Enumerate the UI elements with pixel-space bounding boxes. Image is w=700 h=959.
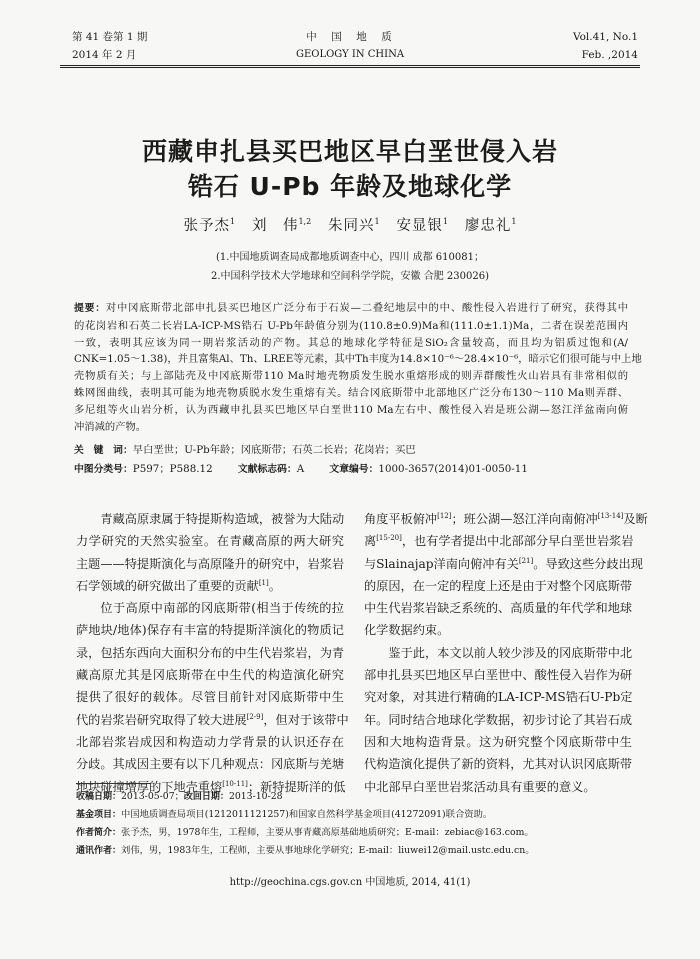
abstract-line: CNK=1.05～1.38)，并且富集Al、Th、LREE等元素，其中Th丰度为14.8×10⁻⁶～28.4×10⁻⁶，暗示它们很可能与中上地 xyxy=(74,353,642,366)
body-line: 地块碰撞增厚的下地壳重熔[10-11]；新特提斯洋的低 xyxy=(76,779,346,794)
article-no-value: 1000-3657(2014)01-0050-11 xyxy=(378,463,528,475)
citation: [12] xyxy=(437,511,452,520)
body-line: 分歧。其成因主要有以下几种观点：冈底斯与羌塘 xyxy=(76,757,345,772)
author: 安显银$^1$ xyxy=(396,217,449,234)
clc-value: P597；P588.12 xyxy=(132,463,213,475)
body-line: 藏高原尤其是冈底斯带在中生代的构造演化研究 xyxy=(76,668,344,683)
running-header xyxy=(0,30,700,70)
header-rule-top xyxy=(60,65,640,66)
title-line-2: 锆石 U-Pb 年龄及地球化学 xyxy=(187,172,513,201)
doc-code-label: 文献标志码： xyxy=(237,464,297,475)
footnote-corresponding-author: 通讯作者：刘伟，男，1983年生，工程师，主要从事地球化学研究；E-mail：liuwei12@mail.ustc.edu.cn。 xyxy=(76,845,535,856)
body-line: 中北部早白垩世岩浆活动具有重要的意义。 xyxy=(364,779,596,794)
body-line: 萨地块/地体)保存有丰富的特提斯洋演化的物质记 xyxy=(76,623,344,638)
affiliation-1: (1.中国地质调查局成都地质调查中心，四川 成都 610081； xyxy=(216,252,484,263)
body-line: 北部岩浆岩成因和构造动力学背景的认识还存在 xyxy=(76,734,344,749)
article-no-label: 文章编号： xyxy=(329,464,379,475)
body-line: 因和大地构造背景。这为研究整个冈底斯带中生 xyxy=(364,734,632,749)
body-line: 年。同时结合地球化学数据，初步讨论了其岩石成 xyxy=(364,712,633,727)
body-line: 石学领域的研究做出了重要的贡献[1]。 xyxy=(76,578,281,593)
body-line: 中生代岩浆岩缺乏系统的、高质量的年代学和地球 xyxy=(364,601,633,616)
author-list xyxy=(0,214,700,235)
abstract-label: 提要： xyxy=(74,303,106,314)
citation: [1] xyxy=(258,578,269,587)
body-line: 究对象，对其进行精确的LA-ICP-MS锆石U-Pb定 xyxy=(364,690,633,705)
body-line: 代构造演化提供了新的资料，尤其对认识冈底斯带 xyxy=(364,757,633,772)
author: 朱同兴$^1$ xyxy=(328,217,380,234)
body-line: 鉴于此，本文以前人较少涉及的冈底斯带中北 xyxy=(388,645,633,660)
body-line: 角度平板俯冲[12]；班公湖—怒江洋向南俯冲[13-14]及断 xyxy=(364,511,648,526)
header-rule-bottom xyxy=(60,67,640,68)
citation: [2-9] xyxy=(246,712,264,721)
citation: [10-11] xyxy=(222,779,248,788)
classification-line xyxy=(74,460,594,475)
body-line: 提供了很好的载体。尽管目前针对冈底斯带中生 xyxy=(76,690,344,705)
footnote-funding: 基金项目：中国地质调查局项目(1212011121257)和国家自然科学基金项目(41272091)联合资助。 xyxy=(76,809,493,820)
citation: [15-20] xyxy=(376,534,402,543)
body-line: 与Slainajap洋南向俯冲有关[21]。导致这些分歧出现 xyxy=(364,556,643,571)
abstract-line: 提要：对中冈底斯带北部申扎县买巴地区广泛分布于石炭—二叠纪地层中的中、酸性侵入岩进行了研究，获得其中 xyxy=(74,302,629,314)
body-column-right xyxy=(364,508,648,798)
footnote-rule xyxy=(76,783,151,784)
doc-code-value: A xyxy=(296,463,305,475)
keywords xyxy=(74,441,416,456)
footnotes xyxy=(76,788,636,860)
body-line: 主题——特提斯演化与高原隆升的研究中，岩浆岩 xyxy=(76,556,345,571)
body-line: 代的岩浆岩研究取得了较大进展[2-9]，但对于该带中 xyxy=(76,712,349,727)
abstract-line: 冲消减的产物。 xyxy=(74,420,147,433)
author: 刘 伟$^{1,2}$ xyxy=(251,217,312,234)
author: 张予杰$^1$ xyxy=(183,217,236,234)
body-column-left xyxy=(76,508,349,798)
affiliation-2: 2.中国科学技术大学地球和空间科学学院，安徽 合肥 230026) xyxy=(211,271,489,282)
body-line: 录，包括东西向大面积分布的中生代岩浆岩，为青 xyxy=(76,645,345,660)
body-line: 部申扎县买巴地区早白垩世中、酸性侵入岩作为研 xyxy=(364,668,633,683)
body-line: 力学研究的天然实验室。在青藏高原的两大研究 xyxy=(76,534,344,549)
body-line: 离[15-20]，也有学者提出中北部部分早白垩世岩浆岩 xyxy=(364,534,634,549)
footnote-author-bio: 作者简介：张予杰，男，1978年生，工程师，主要从事青藏高原基础地质研究；E-mail：zebiac@163.com。 xyxy=(76,827,534,838)
body-line: 位于高原中南部的冈底斯带(相当于传统的拉 xyxy=(100,601,344,616)
abstract xyxy=(74,300,642,435)
footnote-received: 收稿日期：2013-05-07；改回日期：2013-10-28 xyxy=(76,791,283,802)
abstract-line: 一致，表明其应该为同一期岩浆活动的产物。其总的地球化学特征是SiO₂含量较高，而且均为铝质过饱和(A/ xyxy=(74,336,628,349)
body-line: 的原因，在一定的程度上还是由于对整个冈底斯带 xyxy=(364,578,633,593)
citation: [13-14] xyxy=(597,511,624,520)
keywords-label: 关 键 词： xyxy=(74,445,133,456)
author: 廖忠礼$^1$ xyxy=(464,217,517,234)
date-zh: 2014 年 2 月 xyxy=(72,49,137,61)
abstract-line: 蛛网图曲线，表明其可能为地壳物质脱水发生重熔有关。结合冈底斯带中北部地区广泛分布130～110 Ma则弄群、 xyxy=(74,386,628,399)
body-line: 青藏高原隶属于特提斯构造域，被誉为大陆动 xyxy=(100,512,345,526)
clc-label: 中图分类号： xyxy=(74,464,133,475)
journal-name-en: GEOLOGY IN CHINA xyxy=(295,49,405,60)
abstract-line: 的花岗岩和石英二长岩LA-ICP-MS锆石 U-Pb年龄值分别为(110.8±0.9)Ma和(111.0±1.1)Ma，二者在误差范围内 xyxy=(74,319,628,332)
citation: [21] xyxy=(518,556,534,565)
abstract-line: 壳物质有关；与上部陆壳及中冈底斯带110 Ma时地壳物质发生脱水重熔形成的则弄群酸性火山岩具有非常相似的 xyxy=(74,370,628,383)
title-line-1: 西藏申扎县买巴地区早白垩世侵入岩 xyxy=(141,137,558,166)
volume-zh: 第 41 卷第 1 期 xyxy=(72,31,148,43)
body-line: 化学数据约束。 xyxy=(364,623,450,638)
page-footer: http://geochina.cgs.gov.cn 中国地质, 2014, 41(1) xyxy=(229,877,471,888)
abstract-line: 多尼组等火山岩分析，认为西藏申扎县买巴地区早白垩世110 Ma左右中、酸性侵入岩是班公湖—怒江洋盆南向俯 xyxy=(74,403,628,416)
volume-en: Vol.41, No.1 xyxy=(572,31,638,43)
journal-name-zh: 中 国 地 质 xyxy=(306,31,394,43)
keywords-text: 早白垩世；U-Pb年龄；冈底斯带；石英二长岩；花岗岩；买巴 xyxy=(132,444,416,456)
date-en: Feb. ,2014 xyxy=(581,49,638,61)
